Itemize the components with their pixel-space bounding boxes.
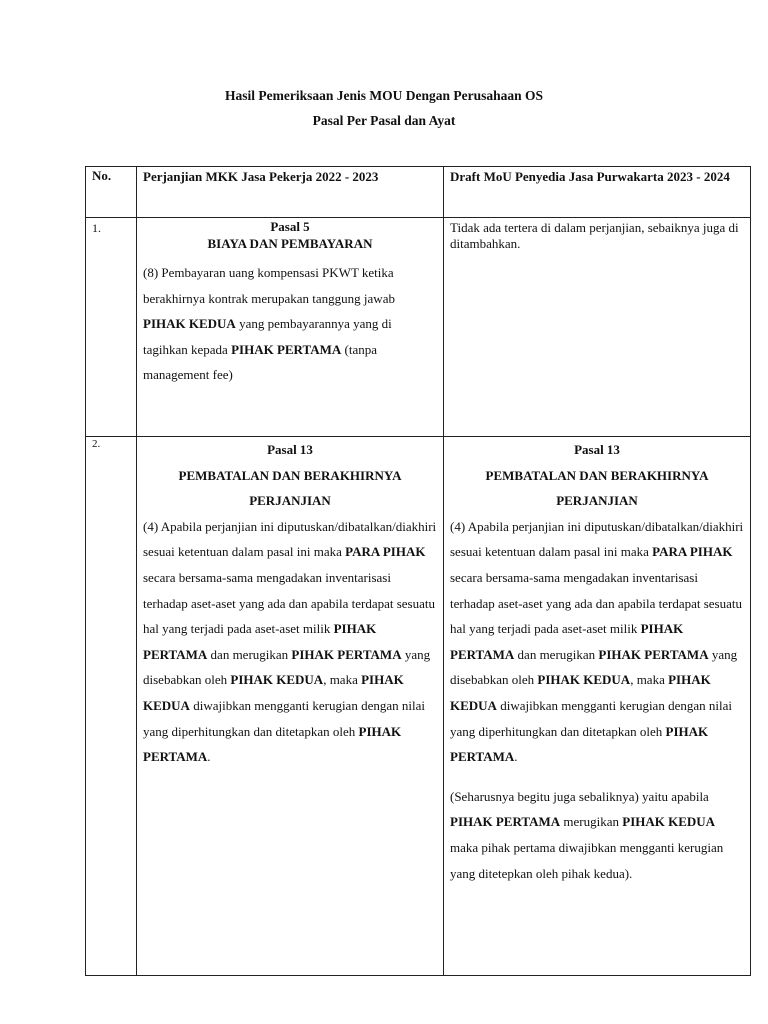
document-subtitle: Pasal Per Pasal dan Ayat (312, 113, 456, 128)
header-no: No. (86, 167, 137, 218)
table-row (86, 218, 751, 437)
row1-mkk-cell (137, 218, 444, 437)
pasal-number: Pasal 13 (267, 442, 313, 457)
document-title: Hasil Pemeriksaan Jenis MOU Dengan Perusahaan OS (224, 88, 543, 103)
clause-text: Tidak ada tertera di dalam perjanjian, sebaiknya juga di ditambahkan. (450, 220, 739, 251)
pasal-heading: PEMBATALAN DAN BERAKHIRNYA PERJANJIAN (485, 467, 709, 509)
pasal-number: Pasal 5 (270, 219, 310, 234)
row1-draft-cell (444, 218, 751, 437)
clause-text: (4) Apabila perjanjian ini diputuskan/dibatalkan/diakhiri sesuai ketentuan dalam pasal ini maka PARA PIHAK secara bersama-sama mengadakan inventarisasi terhadap aset-aset yang ada dan apabila terdapat sesuatu hal yang terjadi pada aset-aset milik PIHAK PERTAMA dan merugikan PIHAK PERTAMA yang disebabkan oleh PIHAK KEDUA, maka PIHAK KEDUA diwajibkan mengganti kerugian dengan nilai yang diperhitungkan dan ditetapkan oleh PIHAK PERTAMA. (143, 518, 437, 765)
header-draft-mou: Draft MoU Penyedia Jasa Purwakarta 2023 - 2024 (444, 167, 751, 218)
pasal-number: Pasal 13 (574, 442, 620, 457)
pasal-heading: BIAYA DAN PEMBAYARAN (207, 236, 373, 251)
row2-mkk-cell (137, 437, 444, 976)
clause-text: (8) Pembayaran uang kompensasi PKWT ketika berakhirnya kontrak merupakan tanggung jawab PIHAK KEDUA yang pembayarannya yang di tagihkan kepada PIHAK PERTAMA (tanpa management fee) (143, 265, 395, 383)
pasal-heading: PEMBATALAN DAN BERAKHIRNYA PERJANJIAN (178, 467, 402, 509)
comparison-table (85, 166, 751, 976)
table-row (86, 437, 751, 976)
table-header-row (86, 167, 751, 218)
row-number: 2. (86, 437, 137, 976)
review-note: (Seharusnya begitu juga sebaliknya) yaitu apabila PIHAK PERTAMA merugikan PIHAK KEDUA maka pihak pertama diwajibkan mengganti kerugian yang ditetepkan oleh pihak kedua). (450, 788, 724, 881)
row-number: 1. (86, 218, 137, 437)
clause-text: (4) Apabila perjanjian ini diputuskan/dibatalkan/diakhiri sesuai ketentuan dalam pasal ini maka PARA PIHAK secara bersama-sama mengadakan inventarisasi terhadap aset-aset yang ada dan apabila terdapat sesuatu hal yang terjadi pada aset-aset milik PIHAK PERTAMA dan merugikan PIHAK PERTAMA yang disebabkan oleh PIHAK KEDUA, maka PIHAK KEDUA diwajibkan mengganti kerugian dengan nilai yang diperhitungkan dan ditetapkan oleh PIHAK PERTAMA. (450, 518, 744, 765)
row2-draft-cell (444, 437, 751, 976)
header-perjanjian-mkk: Perjanjian MKK Jasa Pekerja 2022 - 2023 (137, 167, 444, 218)
